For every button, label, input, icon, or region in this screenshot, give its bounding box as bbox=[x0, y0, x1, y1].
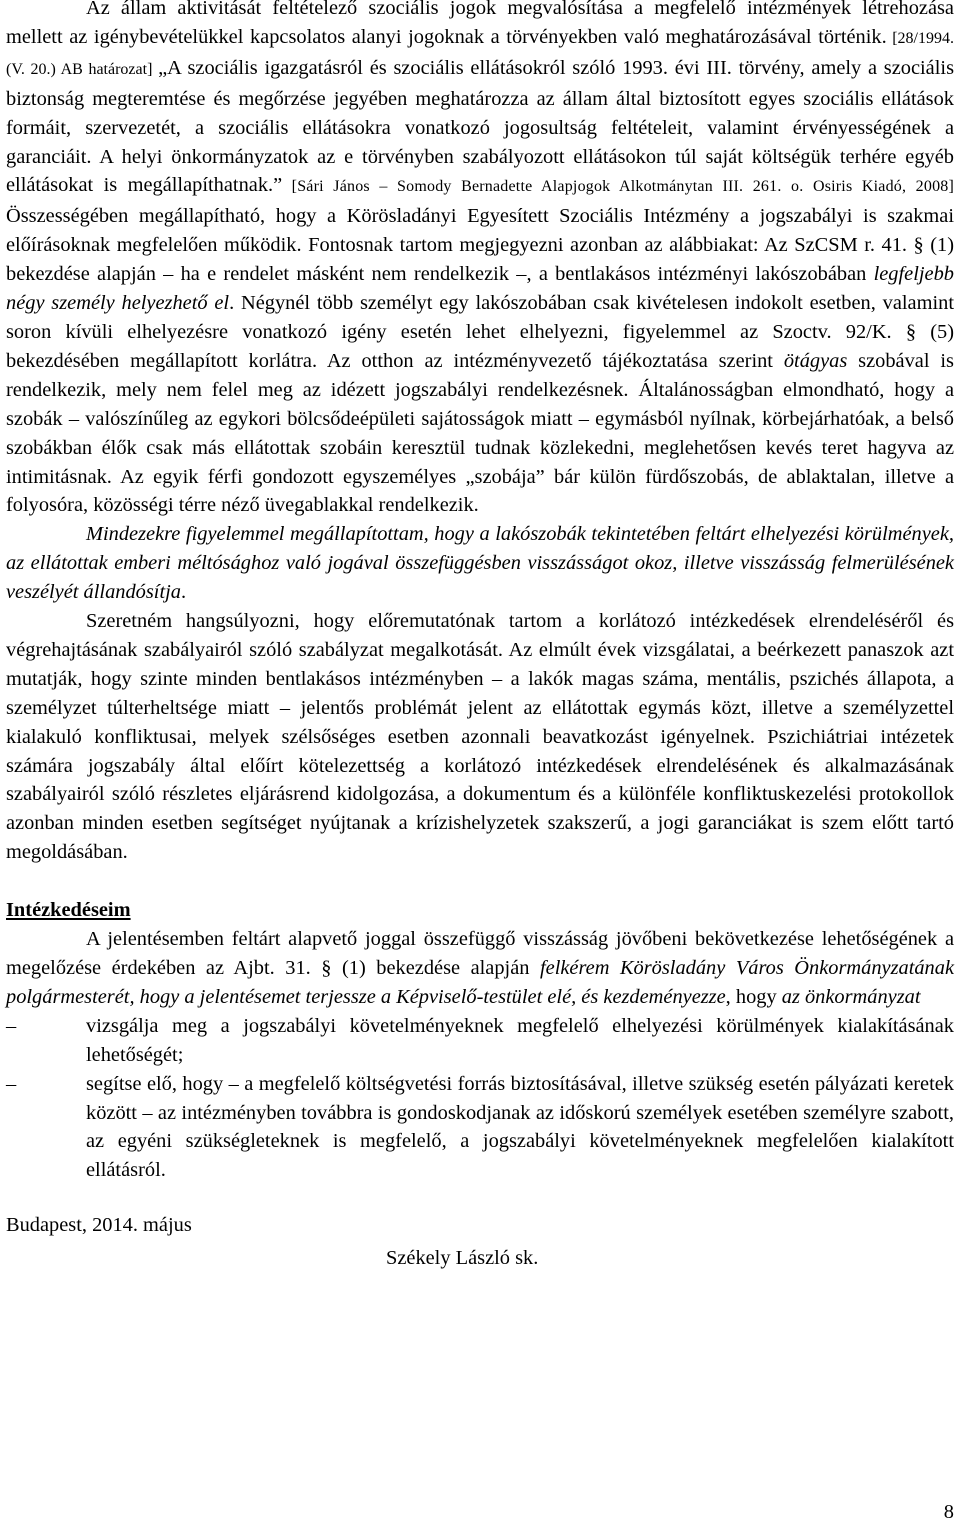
citation-ab-decision: [28/1994. (V. 20.) AB határozat] bbox=[6, 29, 954, 78]
section-heading-measures: Intézkedéseim bbox=[6, 899, 131, 922]
document-page bbox=[6, 0, 954, 1273]
list-item: – vizsgálja meg a jogszabályi követelményeknek megfelelő elhelyezési körülmények kialakításának lehetőségét; bbox=[6, 1012, 954, 1070]
list-item: – segítse elő, hogy – a megfelelő költségvetési forrás biztosításával, illetve szükség esetén pályázati keretek között – az intézményben továbbra is gondoskodjanak az időskorú személyek esetében személyre szabott, az egyéni szükségleteknek is megfelelő, a jogszabályi követelményeknek megfelelően kialakított ellátásról. bbox=[6, 1070, 954, 1186]
paragraph-constitutional-basis: Az állam aktivitását feltételező szociális jogok megvalósítása a megfelelő intézmények létrehozása mellett az igénybevételükkel kapcsolatos alanyi jogoknak a törvényekben való meghatározásával történik. [28/1994. (V. 20.) AB határozat] „A szociális igazgatásról és szociális ellátásokról szóló 1993. évi III. törvény, amely a szociális biztonság megteremtése és megőrzése jegyében meghatározza az állam által biztosított egyes szociális ellátások formáit, szervezetét, a szociális ellátásokra vonatkozó jogosultság feltételeit, valamint érvényességének a garanciáit. A helyi önkormányzatok az e törvényben szabályozott ellátásokon túl saját költségük terhére egyéb ellátásokat is megállapíthatnak.” [Sári János – Somody Bernadette Alapjogok Alkotmánytan III. 261. o. Osiris Kiadó, 2008] Összességében megállapítható, hogy a Körösladányi Egyesített Szociális Intézmény a jogszabályi is szakmai előírásoknak megfelelően működik. Fontosnak tartom megjegyezni azonban az alábbiakat: Az SzCSM r. 41. § (1) bekezdése alapján – ha e rendelet másként nem rendelkezik –, a bentlakásos intézményi lakószobában legfeljebb négy személy helyezhető el. Négynél több személyt egy lakószobában csak kivételesen indokolt esetben, valamint soron kívüli elhelyezésre vonatkozó igény esetén lehet elhelyezni, figyelemmel az Szoctv. 92/K. § (5) bekezdésében megállapított korlátra. Az otthon az intézményvezető tájékoztatása szerint ötágyas szobával is rendelkezik, mely nem felel meg az idézett jogszabályi rendelkezésnek. Általánosságban elmondható, hogy a szobák – valószínűleg az egykori bölcsődeépületi sajátosságok miatt – egymásból nyílnak, körbejárhatóak, a belső szobákban élők csak más ellátottak szobáin keresztül tudnak közlekedni, meglehetősen kevés teret hagyva az intimitásnak. Az egyik férfi gondozott egyszemélyes „szobája” bár külön fürdőszobás, de ablaktalan, illetve a folyosóra, közösségi térre néző üvegablakkal rendelkezik. bbox=[6, 0, 955, 517]
emphasis-request: felkérem Körösladány Város Önkormányzatának polgármesterét, hogy a jelentésemet terjessze a Képviselő-testület elé, és kezdeményezze bbox=[6, 957, 954, 1008]
place-and-date: Budapest, 2014. május bbox=[6, 1214, 192, 1237]
page-number: 8 bbox=[943, 1501, 954, 1523]
dash-bullet: – bbox=[6, 1072, 17, 1095]
emphasis-municipality: az önkormányzat bbox=[781, 985, 921, 1008]
emphasis-five-bed: ötágyas bbox=[783, 349, 848, 372]
paragraph-finding: Mindezekre figyelemmel megállapítottam, hogy a lakószobák tekintetében feltárt elhelyezési körülmények, az ellátottak emberi méltósághoz való jogával összefüggésben visszásságot okoz, illetve visszásság felmerülésének veszélyét állandósítja. bbox=[6, 523, 954, 604]
paragraph-restrictive-measures: Szeretném hangsúlyozni, hogy előremutatónak tartom a korlátozó intézkedések elrendeléséről és végrehajtásának szabályairól szóló szabályzat megalkotását. Az elmúlt évek vizsgálatai, a beérkezett panaszok azt mutatják, hogy szinte minden bentlakásos intézményben – a lakók magas száma, mentális, pszichés állapota, a személyzet túlterheltsége miatt – jelentős problémát jelent az ellátottak egymás közt, illetve a személyzettel kialakuló konfliktusai, melyek szélsőséges esetben azonnali beavatkozást igényelnek. Pszichiátriai intézetek számára jogszabály által előírt kötelezettség a korlátozó intézkedések elrendelésének és alkalmazásának szabályairól szóló részletes eljárásrend kidolgozása, a dokumentum és a különféle konfliktuskezelési protokollok azonban minden esetben segítséget nyújtanak a krízishelyzetek szakszerű, a jogi garanciákat is szem előtt tartó megoldásában. bbox=[6, 610, 954, 864]
paragraph-request: A jelentésemben feltárt alapvető joggal összefüggő visszásság jövőbeni bekövetkezése lehetőségének a megelőzése érdekében az Ajbt. 31. § (1) bekezdése alapján felkérem Körösladány Város Önkormányzatának polgármesterét, hogy a jelentésemet terjessze a Képviselő-testület elé, és kezdeményezze, hogy az önkormányzat bbox=[6, 928, 954, 1008]
measures-list bbox=[6, 1012, 954, 1185]
citation-book: [Sári János – Somody Bernadette Alapjogok Alkotmánytan III. 261. o. Osiris Kiadó, 2008] bbox=[282, 178, 955, 196]
signature: Székely László sk. bbox=[386, 1247, 539, 1270]
dash-bullet: – bbox=[6, 1014, 17, 1037]
emphasis-max-four: legfeljebb négy személy helyezhető el bbox=[6, 263, 954, 315]
